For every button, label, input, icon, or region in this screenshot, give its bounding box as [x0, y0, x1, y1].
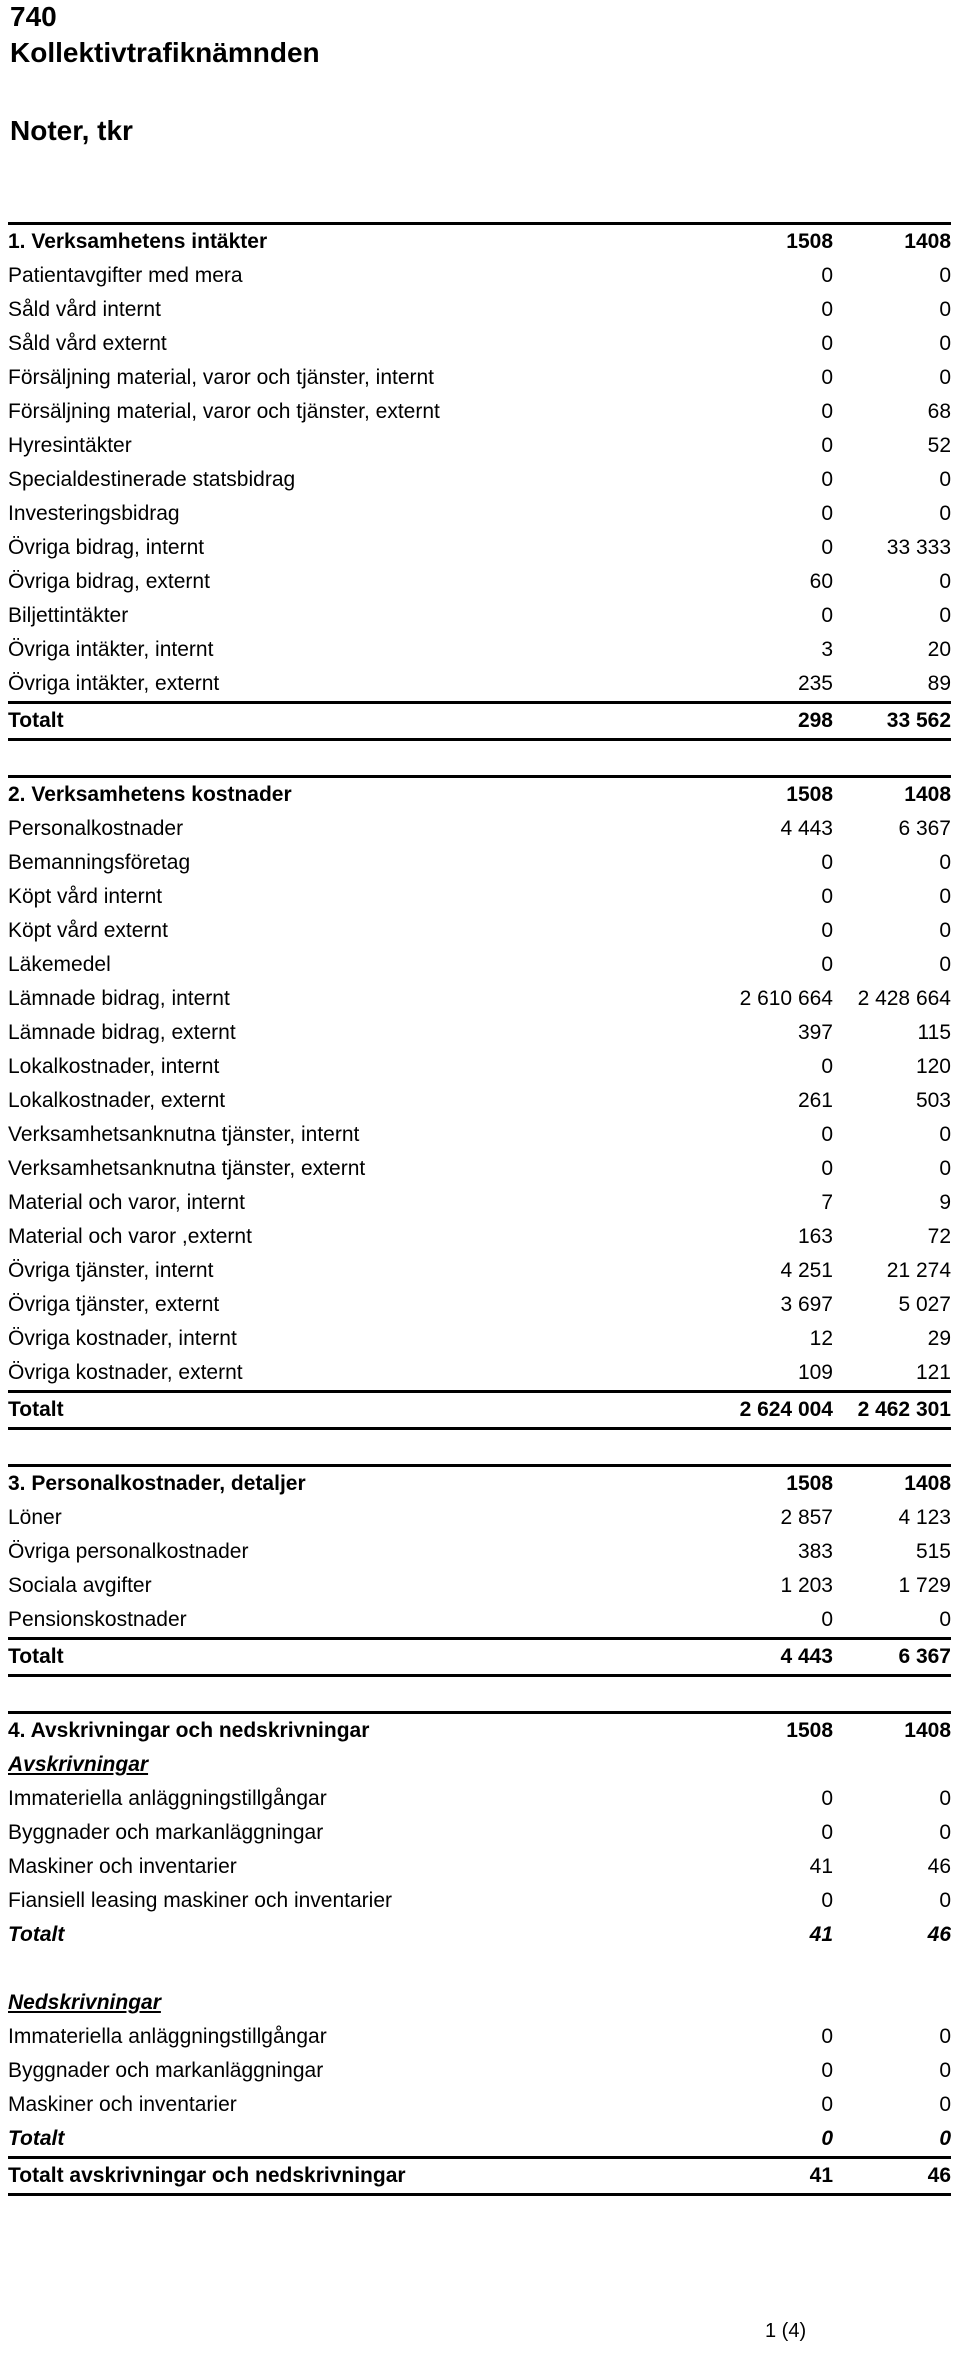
value-1408: 0 — [939, 570, 951, 593]
spacer-row — [8, 1952, 951, 1986]
table-row — [8, 1152, 951, 1186]
value-1408: 2 428 664 — [857, 987, 951, 1010]
table-row — [8, 1782, 951, 1816]
total-row — [8, 1639, 951, 1676]
value-1508: 0 — [821, 468, 833, 491]
value-1408: 52 — [927, 434, 951, 457]
row-label: Löner — [8, 1506, 62, 1529]
value-1508: 4 443 — [780, 817, 833, 840]
note-header-row — [8, 777, 951, 813]
table-row — [8, 880, 951, 914]
value-1508: 383 — [797, 1540, 833, 1563]
table-row — [8, 633, 951, 667]
row-label: Byggnader och markanläggningar — [8, 2059, 324, 2082]
table-row — [8, 2054, 951, 2088]
value-1408: 0 — [939, 366, 951, 389]
row-label: Hyresintäkter — [8, 434, 132, 457]
table-row — [8, 1603, 951, 1639]
row-label: Specialdestinerade statsbidrag — [8, 468, 296, 491]
row-label: Köpt vård externt — [8, 919, 168, 942]
subsection-title: Avskrivningar — [8, 1753, 149, 1776]
row-label: Fiansiell leasing maskiner och inventarier — [8, 1889, 393, 1912]
table-row — [8, 395, 951, 429]
table-row — [8, 1050, 951, 1084]
value-1408: 89 — [927, 672, 951, 695]
value-1508: 2 857 — [780, 1506, 833, 1529]
value-1508: 0 — [821, 1157, 833, 1180]
value-1508: 0 — [821, 1787, 833, 1810]
value-1408: 0 — [939, 2093, 951, 2116]
table-row — [8, 2088, 951, 2122]
row-label: Bemanningsföretag — [8, 851, 191, 874]
row-label: Sociala avgifter — [8, 1574, 152, 1597]
note-header-row — [8, 1713, 951, 1749]
row-label: Verksamhetsanknutna tjänster, externt — [8, 1157, 366, 1180]
row-label: Totalt — [8, 703, 673, 740]
value-1408: 0 — [939, 1157, 951, 1180]
value-1508: 0 — [821, 953, 833, 976]
value-1508: 0 — [821, 2093, 833, 2116]
value-1408: 0 — [939, 953, 951, 976]
grand-total-row — [8, 2158, 951, 2195]
value-1508: 0 — [821, 2127, 833, 2150]
row-label: Köpt vård internt — [8, 885, 163, 908]
value-1408: 72 — [927, 1225, 951, 1248]
note-title: 1. Verksamhetens intäkter — [8, 224, 673, 260]
value-1508: 235 — [797, 672, 833, 695]
page-number: 1 (4) — [765, 2320, 807, 2342]
table-row — [8, 1535, 951, 1569]
value-1508: 0 — [821, 298, 833, 321]
value-1508: 4 443 — [673, 1639, 833, 1676]
row-label: Maskiner och inventarier — [8, 1855, 237, 1878]
value-1508: 0 — [821, 2059, 833, 2082]
value-1408: 2 462 301 — [833, 1392, 951, 1429]
column-header-1408: 1408 — [833, 1466, 951, 1502]
value-1408: 33 333 — [886, 536, 951, 559]
value-1508: 0 — [821, 885, 833, 908]
value-1508: 0 — [821, 1889, 833, 1912]
table-row — [8, 1850, 951, 1884]
total-row — [8, 1392, 951, 1429]
value-1408: 0 — [939, 2025, 951, 2048]
organization-code: 740 — [10, 1, 57, 32]
value-1408: 4 123 — [898, 1506, 951, 1529]
value-1508: 0 — [821, 919, 833, 942]
row-label: Biljettintäkter — [8, 604, 129, 627]
column-header-1408: 1408 — [833, 224, 951, 260]
value-1508: 2 610 664 — [739, 987, 833, 1010]
row-label: Personalkostnader — [8, 817, 184, 840]
value-1508: 0 — [821, 434, 833, 457]
table-row — [8, 914, 951, 948]
table-row — [8, 812, 951, 846]
value-1508: 163 — [797, 1225, 833, 1248]
row-label: Övriga tjänster, externt — [8, 1293, 220, 1316]
value-1508: 0 — [821, 502, 833, 525]
row-label: Övriga bidrag, externt — [8, 570, 210, 593]
value-1408: 46 — [833, 2158, 951, 2195]
row-label: Lämnade bidrag, internt — [8, 987, 230, 1010]
value-1508: 41 — [809, 1855, 833, 1878]
row-label: Läkemedel — [8, 953, 111, 976]
value-1508: 12 — [809, 1327, 833, 1350]
notes-title: Noter, tkr — [10, 115, 133, 146]
row-label: Totalt — [8, 1639, 673, 1676]
value-1408: 0 — [939, 298, 951, 321]
subsection-header-row — [8, 1748, 951, 1782]
table-row — [8, 1356, 951, 1392]
value-1408: 503 — [915, 1089, 951, 1112]
column-header-1508: 1508 — [673, 224, 833, 260]
value-1408: 9 — [939, 1191, 951, 1214]
value-1408: 0 — [939, 1787, 951, 1810]
value-1408: 0 — [939, 919, 951, 942]
value-1508: 261 — [797, 1089, 833, 1112]
total-row — [8, 703, 951, 740]
row-label: Patientavgifter med mera — [8, 264, 243, 287]
value-1408: 121 — [915, 1361, 951, 1384]
value-1408: 46 — [927, 1923, 951, 1946]
note-1-table — [8, 222, 951, 741]
table-row — [8, 327, 951, 361]
value-1408: 0 — [939, 502, 951, 525]
table-row — [8, 599, 951, 633]
value-1508: 0 — [821, 851, 833, 874]
subsection-header-row — [8, 1986, 951, 2020]
subtotal-row — [8, 1918, 951, 1952]
value-1508: 3 697 — [780, 1293, 833, 1316]
row-label: Totalt — [8, 1392, 673, 1429]
table-row — [8, 1220, 951, 1254]
row-label: Immateriella anläggningstillgångar — [8, 2025, 327, 2048]
value-1508: 0 — [821, 1123, 833, 1146]
value-1508: 397 — [797, 1021, 833, 1044]
value-1508: 298 — [673, 703, 833, 740]
row-label: Material och varor, internt — [8, 1191, 245, 1214]
value-1408: 0 — [939, 2059, 951, 2082]
row-label: Övriga kostnader, internt — [8, 1327, 237, 1350]
value-1408: 0 — [939, 264, 951, 287]
table-row — [8, 259, 951, 293]
value-1508: 0 — [821, 604, 833, 627]
value-1508: 41 — [809, 1923, 833, 1946]
table-row — [8, 1186, 951, 1220]
note-title: 3. Personalkostnader, detaljer — [8, 1466, 673, 1502]
row-label: Byggnader och markanläggningar — [8, 1821, 324, 1844]
table-row — [8, 1254, 951, 1288]
table-row — [8, 846, 951, 880]
table-row — [8, 2020, 951, 2054]
row-label: Maskiner och inventarier — [8, 2093, 237, 2116]
row-label: Totalt avskrivningar och nedskrivningar — [8, 2158, 673, 2195]
value-1508: 0 — [821, 1608, 833, 1631]
column-header-1508: 1508 — [673, 777, 833, 813]
row-label: Investeringsbidrag — [8, 502, 180, 525]
value-1408: 29 — [927, 1327, 951, 1350]
value-1408: 1 729 — [898, 1574, 951, 1597]
value-1408: 6 367 — [898, 817, 951, 840]
row-label: Totalt — [8, 2127, 65, 2150]
value-1508: 41 — [673, 2158, 833, 2195]
row-label: Verksamhetsanknutna tjänster, internt — [8, 1123, 360, 1146]
value-1508: 0 — [821, 366, 833, 389]
table-row — [8, 463, 951, 497]
table-row — [8, 1816, 951, 1850]
row-label: Försäljning material, varor och tjänster, internt — [8, 366, 435, 389]
value-1508: 0 — [821, 536, 833, 559]
value-1508: 1 203 — [780, 1574, 833, 1597]
value-1508: 0 — [821, 264, 833, 287]
organization-name: Kollektivtrafiknämnden — [10, 37, 320, 68]
value-1408: 515 — [915, 1540, 951, 1563]
row-label: Material och varor ,externt — [8, 1225, 252, 1248]
row-label: Övriga kostnader, externt — [8, 1361, 243, 1384]
value-1408: 0 — [939, 1123, 951, 1146]
table-row — [8, 1569, 951, 1603]
value-1508: 4 251 — [780, 1259, 833, 1282]
row-label: Försäljning material, varor och tjänster, externt — [8, 400, 440, 423]
value-1408: 0 — [939, 468, 951, 491]
value-1408: 0 — [939, 1821, 951, 1844]
value-1408: 115 — [917, 1021, 951, 1044]
value-1508: 60 — [809, 570, 833, 593]
note-3-table — [8, 1464, 951, 1677]
value-1408: 0 — [939, 851, 951, 874]
table-row — [8, 948, 951, 982]
value-1508: 0 — [821, 1055, 833, 1078]
table-row — [8, 1322, 951, 1356]
note-4-table — [8, 1711, 951, 2196]
table-row — [8, 667, 951, 703]
value-1408: 0 — [939, 1608, 951, 1631]
row-label: Lokalkostnader, internt — [8, 1055, 220, 1078]
note-header-row — [8, 224, 951, 260]
value-1408: 6 367 — [833, 1639, 951, 1676]
note-title: 4. Avskrivningar och nedskrivningar — [8, 1713, 673, 1749]
value-1508: 2 624 004 — [673, 1392, 833, 1429]
row-label: Såld vård internt — [8, 298, 161, 321]
value-1508: 0 — [821, 1821, 833, 1844]
row-label: Övriga tjänster, internt — [8, 1259, 214, 1282]
row-label: Lokalkostnader, externt — [8, 1089, 226, 1112]
row-label: Övriga intäkter, internt — [8, 638, 214, 661]
table-row — [8, 1084, 951, 1118]
value-1408: 0 — [939, 332, 951, 355]
table-row — [8, 293, 951, 327]
table-row — [8, 429, 951, 463]
row-label: Övriga intäkter, externt — [8, 672, 220, 695]
subsection-title: Nedskrivningar — [8, 1991, 161, 2014]
column-header-1408: 1408 — [833, 777, 951, 813]
table-row — [8, 1288, 951, 1322]
row-label: Övriga bidrag, internt — [8, 536, 205, 559]
value-1508: 0 — [821, 400, 833, 423]
row-label: Såld vård externt — [8, 332, 167, 355]
value-1508: 7 — [821, 1191, 833, 1214]
value-1408: 21 274 — [886, 1259, 951, 1282]
value-1408: 0 — [939, 2127, 951, 2150]
column-header-1408: 1408 — [833, 1713, 951, 1749]
value-1408: 0 — [939, 1889, 951, 1912]
value-1408: 120 — [915, 1055, 951, 1078]
value-1508: 0 — [821, 332, 833, 355]
note-2-table — [8, 775, 951, 1430]
table-row — [8, 1016, 951, 1050]
value-1408: 20 — [927, 638, 951, 661]
table-row — [8, 982, 951, 1016]
table-row — [8, 497, 951, 531]
table-row — [8, 1118, 951, 1152]
note-title: 2. Verksamhetens kostnader — [8, 777, 673, 813]
column-header-1508: 1508 — [673, 1713, 833, 1749]
value-1408: 0 — [939, 885, 951, 908]
value-1408: 5 027 — [898, 1293, 951, 1316]
note-header-row — [8, 1466, 951, 1502]
row-label: Immateriella anläggningstillgångar — [8, 1787, 327, 1810]
notes-content — [8, 222, 951, 2196]
value-1508: 3 — [821, 638, 833, 661]
value-1508: 0 — [821, 2025, 833, 2048]
table-row — [8, 565, 951, 599]
row-label: Lämnade bidrag, externt — [8, 1021, 236, 1044]
column-header-1508: 1508 — [673, 1466, 833, 1502]
value-1408: 46 — [927, 1855, 951, 1878]
value-1408: 0 — [939, 604, 951, 627]
row-label: Pensionskostnader — [8, 1608, 187, 1631]
table-row — [8, 1884, 951, 1918]
table-row — [8, 531, 951, 565]
table-row — [8, 1501, 951, 1535]
row-label: Totalt — [8, 1923, 65, 1946]
value-1508: 109 — [797, 1361, 833, 1384]
subtotal-row — [8, 2122, 951, 2158]
value-1408: 68 — [927, 400, 951, 423]
table-row — [8, 361, 951, 395]
value-1408: 33 562 — [833, 703, 951, 740]
row-label: Övriga personalkostnader — [8, 1540, 249, 1563]
